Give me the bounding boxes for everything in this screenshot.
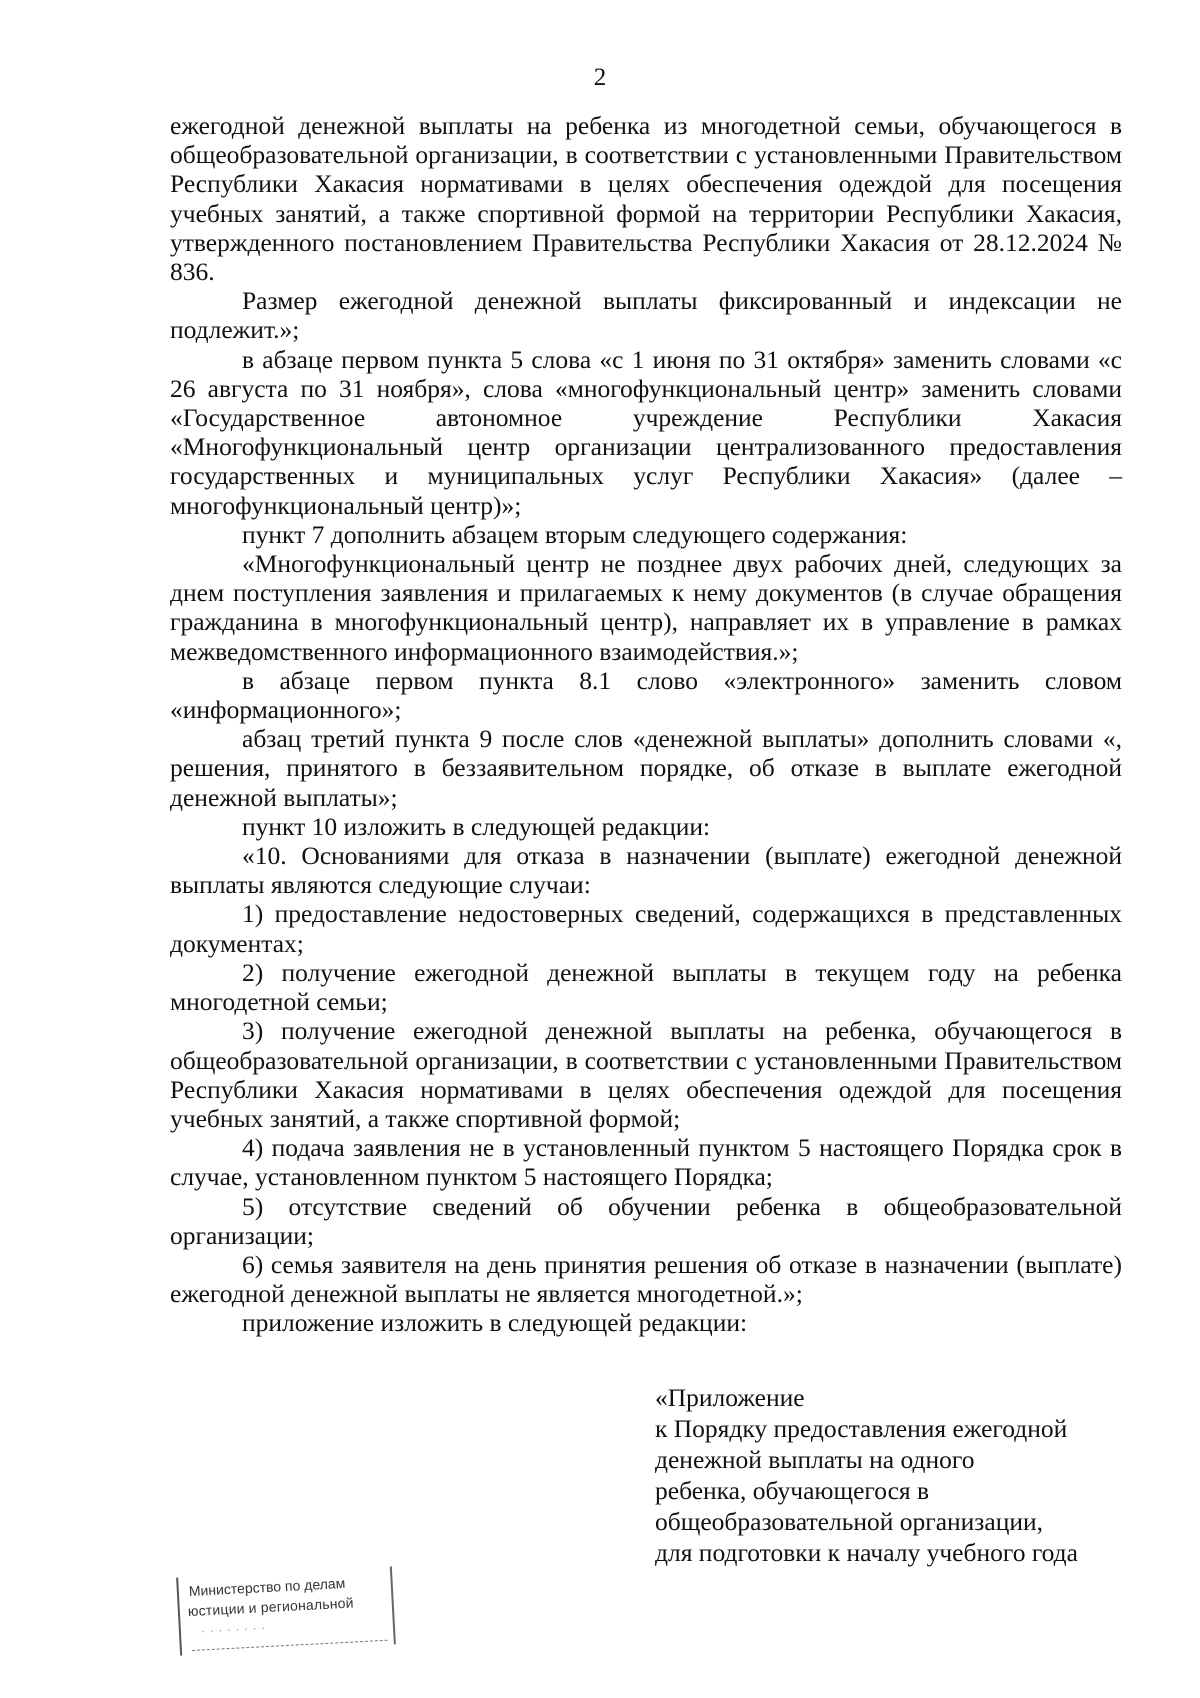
- appendix-line: денежной выплаты на одного: [655, 1445, 975, 1474]
- appendix-heading: [655, 1382, 1125, 1568]
- paragraph: пункт 7 дополнить абзацем вторым следующего содержания:: [242, 519, 908, 549]
- paragraph: 1) предоставление недостоверных сведений, содержащихся в представленных документах;: [170, 899, 1122, 958]
- stamp-line: Министерство по делам: [188, 1574, 346, 1600]
- paragraph: ежегодной денежной выплаты на ребенка из многодетной семьи, обучающегося в общеобразовательной организации, в соответствии с установленными Правительством Республики Хакасия нормативами в целях обеспечения одеждой для посещения учебных занятий, а также спортивной формой на территории Республики Хакасия, утвержденного постановлением Правительства Республики Хакасия от 28.12.2024 № 836.: [170, 111, 1122, 287]
- paragraph: 6) семья заявителя на день принятия решения об отказе в назначении (выплате) ежегодной денежной выплаты не является многодетной.»;: [170, 1249, 1122, 1309]
- paragraph: 2) получение ежегодной денежной выплаты в текущем году на ребенка многодетной семьи;: [170, 957, 1122, 1017]
- appendix-line: «Приложение: [655, 1383, 805, 1412]
- paragraph: в абзаце первом пункта 8.1 слово «электронного» заменить словом «информационного»;: [170, 665, 1122, 725]
- registration-stamp: [176, 1566, 396, 1655]
- paragraph: Размер ежегодной денежной выплаты фиксированный и индексации не подлежит.»;: [170, 286, 1122, 345]
- paragraph: приложение изложить в следующей редакции:: [242, 1308, 748, 1338]
- stamp-underline: [192, 1640, 388, 1651]
- paragraph: в абзаце первом пункта 5 слова «с 1 июня по 31 октября» заменить словами «с 26 августа по 31 ноября», слова «многофункциональный центр» заменить словами «Государственное автономное учреждение Республики Хакасия «Многофункциональный центр организации централизованного предоставления государственных и муниципальных услуг Республики Хакасия» (далее – многофункциональный центр)»;: [170, 344, 1122, 520]
- appendix-line: для подготовки к началу учебного года: [655, 1538, 1078, 1567]
- appendix-line: общеобразовательной организации,: [655, 1507, 1044, 1536]
- stamp-line: · · · · · · · ·: [200, 1619, 266, 1639]
- appendix-line: ребенка, обучающегося в: [655, 1476, 930, 1505]
- paragraph: 4) подача заявления не в установленный пунктом 5 настоящего Порядка срок в случае, установленном пунктом 5 настоящего Порядка;: [170, 1133, 1122, 1192]
- paragraph: «10. Основаниями для отказа в назначении (выплате) ежегодной денежной выплаты являются следующие случаи:: [170, 841, 1122, 900]
- appendix-line: к Порядку предоставления ежегодной: [655, 1414, 1068, 1443]
- paragraph: пункт 10 изложить в следующей редакции:: [242, 811, 711, 841]
- paragraph: абзац третий пункта 9 после слов «денежной выплаты» дополнить словами «, решения, принятого в беззаявительном порядке, об отказе в выплате ежегодной денежной выплаты»;: [170, 724, 1122, 812]
- page-number: 2: [593, 64, 607, 91]
- document-body: [170, 111, 1122, 1338]
- paragraph: 3) получение ежегодной денежной выплаты на ребенка, обучающегося в общеобразовательной организации, в соответствии с установленными Правительством Республики Хакасия нормативами в целях обеспечения одеждой для посещения учебных занятий, а также спортивной формой;: [170, 1016, 1122, 1133]
- paragraph: «Многофункциональный центр не позднее двух рабочих дней, следующих за днем поступления заявления и прилагаемых к нему документов (в случае обращения гражданина в многофункциональный центр), направляет их в управление в рамках межведомственного информационного взаимодействия.»;: [170, 549, 1122, 666]
- paragraph: 5) отсутствие сведений об обучении ребенка в общеобразовательной организации;: [170, 1191, 1122, 1250]
- stamp-line: юстиции и региональной: [187, 1594, 355, 1620]
